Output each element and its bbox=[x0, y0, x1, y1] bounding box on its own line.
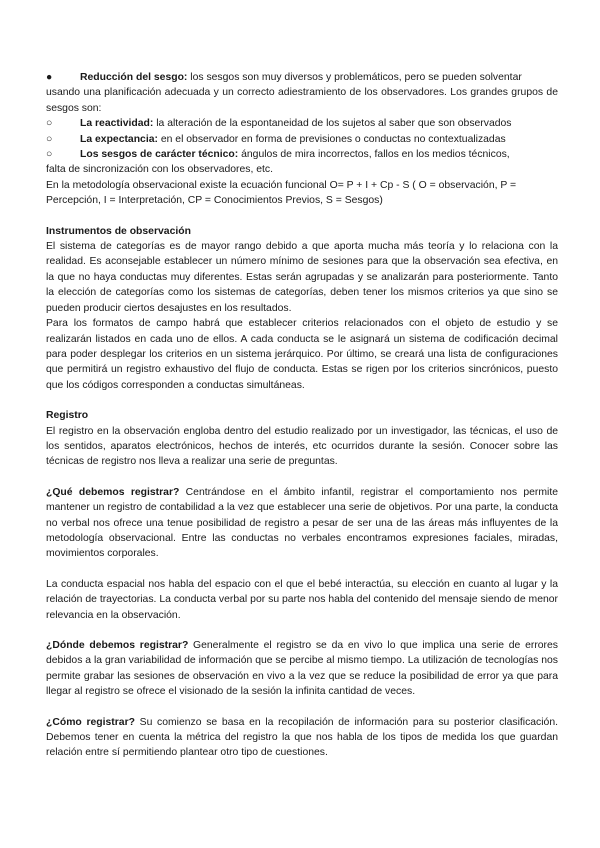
list-item bbox=[46, 116, 558, 131]
formula-paragraph: En la metodología observacional existe la ecuación funcional O= P + I + Cp - S ( O = observación, P = Percepción, I = Interpretación, CP = Conocimientos Previos, S = Sesgos) bbox=[46, 179, 517, 207]
question-label: ¿Cómo registrar? bbox=[46, 716, 135, 728]
paragraph: El sistema de categorías es de mayor rango debido a que aporta mucha más teoría y lo relaciona con la realidad. Es aconsejable establecer un número mínimo de sesiones para que la observación sea efectiva, en la que no haya conductas muy diferentes. Estas serán agrupadas y se analizarán para posteriormente. Tanto la elección de categorías como los sistemas de categorías, deben tener los mismos criterios ya que sino se pueden producir ciertos desajustes en los resultados. bbox=[46, 241, 558, 314]
sub-label: Los sesgos de carácter técnico: bbox=[80, 149, 239, 161]
question-text: Generalmente el registro se da en vivo lo que implica una serie de errores debidos a la gran variabilidad de información que se percibe al mismo tiempo. La utilización de tecnologías nos permite grabar las sesiones de observación en vivo a la vez que se reduce la posibilidad de error ya que para llegar al registro se ofrece el visionado de la sesión la infinita cantidad de veces. bbox=[46, 640, 558, 698]
sub-continuation: falta de sincronización con los observadores, etc. bbox=[46, 164, 273, 176]
list-item bbox=[46, 70, 558, 85]
question-paragraph bbox=[46, 485, 558, 562]
bullet-icon: ● bbox=[46, 72, 53, 83]
sub-text: en el observador en forma de previsiones o conductas no contextualizadas bbox=[157, 133, 506, 145]
circle-bullet-icon: ○ bbox=[46, 118, 53, 130]
sub-label: La expectancia: bbox=[80, 133, 158, 145]
document-page bbox=[46, 70, 558, 761]
sub-label: La reactividad: bbox=[80, 118, 154, 130]
question-label: ¿Dónde debemos registrar? bbox=[46, 640, 189, 651]
sub-text: ángulos de mira incorrectos, fallos en los medios técnicos, bbox=[238, 149, 510, 161]
bullet-text: los sesgos son muy diversos y problemáticos, pero se pueden solventar bbox=[187, 72, 522, 83]
question-paragraph bbox=[46, 638, 558, 700]
paragraph: Para los formatos de campo habrá que establecer criterios relacionados con el objeto de estudio y se realizarán listados en cada uno de ellos. A cada conducta se le asignará un sistema de codificación decimal para poder desplegar los criterios en un sistema jerárquico. Por último, se creará una lista de configuraciones que permitirá un registro exhaustivo del flujo de conducta. Estas se rigen por los criterios sincrónicos, puesto que los códigos corresponden a conductas simultáneas. bbox=[46, 318, 558, 391]
sub-text: la alteración de la espontaneidad de los sujetos al saber que son observados bbox=[153, 118, 512, 130]
section-heading-registro: Registro bbox=[46, 410, 89, 422]
bullet-continuation: usando una planificación adecuada y un correcto adiestramiento de los observadores. Los grandes grupos de sesgos son: bbox=[46, 87, 558, 114]
paragraph: El registro en la observación engloba dentro del estudio realizado por un investigador, las técnicas, el uso de los sentidos, aparatos electrónicos, hechos de interés, etc ocurridos durante la sesión. Conocer sobre las técnicas de registro nos lleva a realizar una serie de preguntas. bbox=[46, 425, 558, 468]
circle-bullet-icon: ○ bbox=[46, 133, 53, 145]
circle-bullet-icon: ○ bbox=[46, 149, 53, 161]
list-item bbox=[46, 132, 558, 147]
question-text: Su comienzo se basa en la recopilación de información para su posterior clasificación. Debemos tener en cuenta la métrica del registro la que nos habla de los tipos de medida los que guardan relación entre sí permitiendo plantear otro tipo de cuestiones. bbox=[46, 716, 558, 759]
question-paragraph bbox=[46, 715, 558, 761]
section-heading-instrumentos: Instrumentos de observación bbox=[46, 225, 191, 237]
question-text: Centrándose en el ámbito infantil, registrar el comportamiento nos permite mantener un registro de contabilidad a la vez que establecer una serie de objetivos. Por una parte, la conducta no verbal nos ofrece una tenue posibilidad de registro a pesar de ser una de las áreas más influyentes de la metodología observacional. Entre las conductas no verbales encontramos expresiones faciales, miradas, movimientos corporales. bbox=[46, 486, 558, 560]
bullet-label: Reducción del sesgo: bbox=[80, 72, 188, 83]
question-label: ¿Qué debemos registrar? bbox=[46, 486, 180, 498]
paragraph: La conducta espacial nos habla del espacio con el que el bebé interactúa, su elección en cuanto al lugar y la relación de trayectorias. La conducta verbal por su parte nos habla del contenido del mensaje siendo de menor relevancia en la observación. bbox=[46, 578, 558, 621]
list-item bbox=[46, 147, 558, 162]
